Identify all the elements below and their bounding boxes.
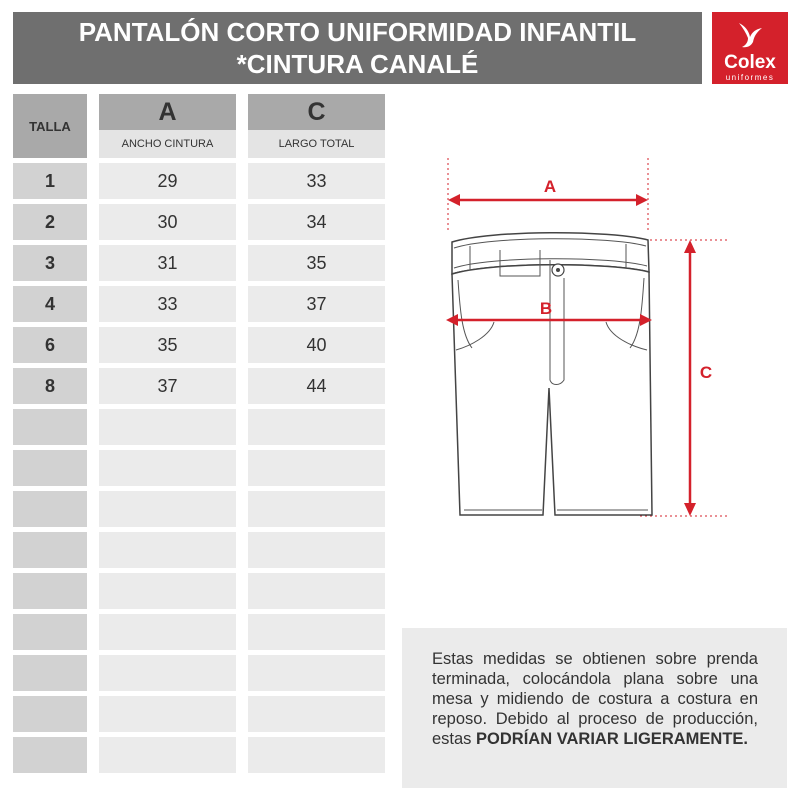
talla-cell (13, 655, 87, 691)
ancho-cell: 35 (99, 327, 236, 363)
label-c: C (699, 363, 713, 382)
largo-cell (248, 532, 385, 568)
note-text (432, 649, 758, 749)
shorts-outline (452, 233, 652, 515)
column-a-label: ANCHO CINTURA (99, 130, 236, 158)
ancho-cell: 29 (99, 163, 236, 199)
label-b: B (539, 299, 553, 318)
largo-cell (248, 655, 385, 691)
logo-subtitle: uniformes (725, 73, 775, 82)
largo-cell: 44 (248, 368, 385, 404)
ancho-cell (99, 450, 236, 486)
talla-cell (13, 614, 87, 650)
ancho-cell: 30 (99, 204, 236, 240)
label-a: A (543, 177, 557, 196)
title-line-2: *CINTURA CANALÉ (236, 49, 479, 79)
largo-cell (248, 573, 385, 609)
ancho-cell (99, 696, 236, 732)
talla-cell (13, 409, 87, 445)
bird-icon (736, 20, 764, 50)
talla-cell: 1 (13, 163, 87, 199)
ancho-cell (99, 573, 236, 609)
column-c-label: LARGO TOTAL (248, 130, 385, 158)
talla-header: TALLA (13, 94, 87, 158)
column-a-letter: A (99, 94, 236, 130)
largo-cell: 40 (248, 327, 385, 363)
largo-cell (248, 491, 385, 527)
arrow-c (684, 240, 696, 516)
ancho-cell (99, 737, 236, 773)
ancho-cell: 33 (99, 286, 236, 322)
talla-cell (13, 450, 87, 486)
ancho-cell: 37 (99, 368, 236, 404)
talla-cell: 8 (13, 368, 87, 404)
ancho-cell (99, 614, 236, 650)
largo-cell (248, 450, 385, 486)
ancho-cell (99, 409, 236, 445)
logo-brand: Colex (724, 52, 776, 73)
talla-cell: 4 (13, 286, 87, 322)
talla-cell: 6 (13, 327, 87, 363)
largo-cell: 33 (248, 163, 385, 199)
column-c-letter: C (248, 94, 385, 130)
shorts-diagram (430, 150, 730, 530)
largo-cell: 37 (248, 286, 385, 322)
talla-cell (13, 737, 87, 773)
ancho-cell (99, 491, 236, 527)
largo-cell: 35 (248, 245, 385, 281)
brand-logo (712, 12, 788, 84)
measurement-note (402, 628, 787, 788)
talla-cell (13, 696, 87, 732)
ancho-cell (99, 532, 236, 568)
talla-cell (13, 573, 87, 609)
page-header (13, 12, 702, 84)
talla-cell: 3 (13, 245, 87, 281)
title-line-1: PANTALÓN CORTO UNIFORMIDAD INFANTIL (78, 17, 637, 47)
largo-cell (248, 614, 385, 650)
largo-cell: 34 (248, 204, 385, 240)
ancho-cell (99, 655, 236, 691)
largo-cell (248, 409, 385, 445)
talla-cell (13, 532, 87, 568)
talla-cell: 2 (13, 204, 87, 240)
talla-cell (13, 491, 87, 527)
ancho-cell: 31 (99, 245, 236, 281)
largo-cell (248, 737, 385, 773)
note-body: Estas medidas se obtienen sobre prenda terminada, colocándola plana sobre una mesa y midiendo de costura a costura en reposo. Debido al proceso de producción, estas (432, 650, 758, 748)
note-emphasis: PODRÍAN VARIAR LIGERAMENTE. (476, 730, 748, 748)
largo-cell (248, 696, 385, 732)
